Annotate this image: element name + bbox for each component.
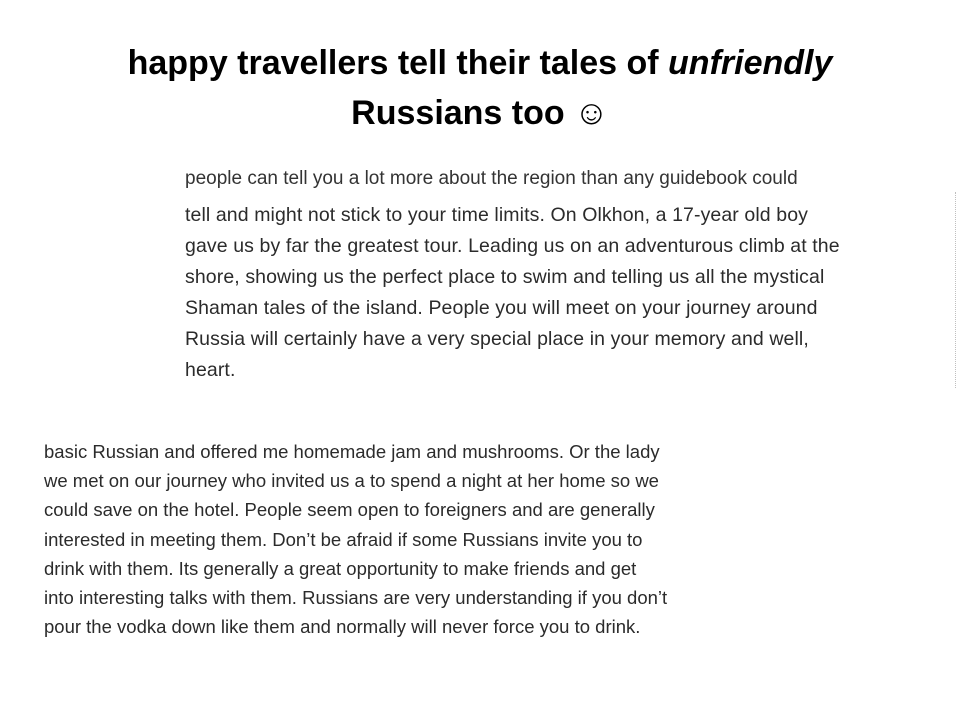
title-emphasis: unfriendly bbox=[668, 44, 833, 82]
excerpt-top-text bbox=[185, 200, 945, 386]
title-text: happy travellers tell their tales of bbox=[127, 44, 669, 82]
text-line: shore, showing us the perfect place to swim and telling us all the mystical bbox=[185, 266, 825, 288]
text-line: into interesting talks with them. Russians are very understanding if you don’t bbox=[44, 587, 668, 609]
screenshot-excerpt-bottom bbox=[28, 434, 768, 654]
cut-off-line-text: people can tell you a lot more about the region than any guidebook could bbox=[185, 168, 798, 189]
text-line: we met on our journey who invited us a to spend a night at her home so we bbox=[44, 470, 659, 492]
text-line: pour the vodka down like them and normally will never force you to drink. bbox=[44, 616, 641, 638]
screenshot-excerpt-top bbox=[170, 168, 960, 390]
smiley-icon: ☺ bbox=[574, 94, 609, 132]
text-line: drink with them. Its generally a great opportunity to make friends and get bbox=[44, 557, 637, 579]
crop-edge-divider bbox=[955, 192, 958, 388]
text-line: basic Russian and offered me homemade jam and mushrooms. Or the lady bbox=[44, 441, 660, 462]
slide-title bbox=[40, 38, 920, 138]
excerpt-bottom-text bbox=[44, 437, 764, 641]
text-line: gave us by far the greatest tour. Leading us on an adventurous climb at the bbox=[185, 235, 840, 257]
text-line: tell and might not stick to your time limits. On Olkhon, a 17-year old boy bbox=[185, 204, 809, 226]
text-line: could save on the hotel. People seem open to foreigners and are generally bbox=[44, 499, 655, 521]
text-line: Russia will certainly have a very special place in your memory and well, bbox=[185, 328, 809, 350]
text-line: Shaman tales of the island. People you will meet on your journey around bbox=[185, 297, 818, 319]
text-line: heart. bbox=[185, 359, 236, 381]
text-line: interested in meeting them. Don’t be afraid if some Russians invite you to bbox=[44, 528, 643, 550]
cut-off-line bbox=[185, 168, 825, 189]
title-text-line2: Russians too bbox=[351, 94, 575, 132]
